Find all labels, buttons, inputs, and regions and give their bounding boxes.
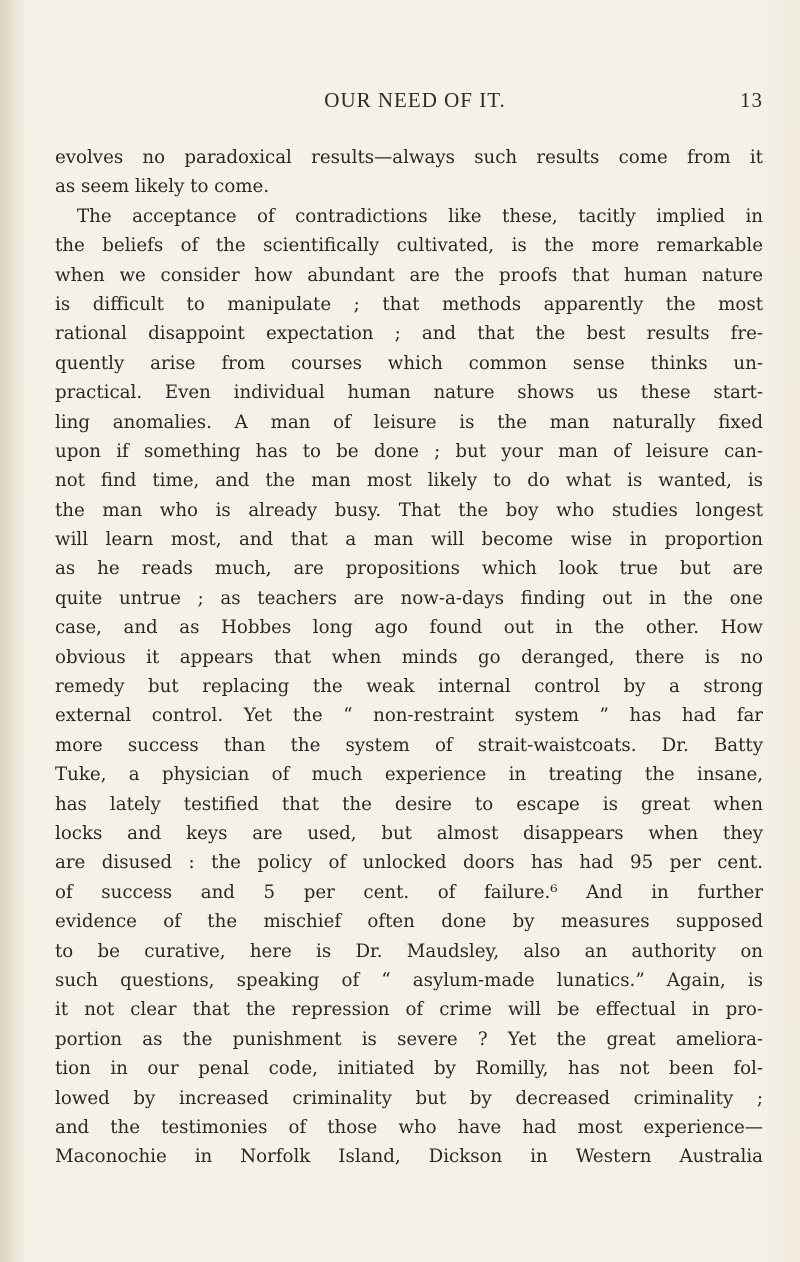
text-line: will learn most, and that a man will become wise in proportion [55, 529, 763, 551]
text-line: when we consider how abundant are the proofs that human nature [55, 264, 763, 286]
text-line: evidence of the mischief often done by measures supposed [55, 911, 763, 933]
text-line: The acceptance of contradictions like these, tacitly implied in [77, 205, 763, 227]
text-line: practical. Even individual human nature shows us these start- [55, 382, 763, 404]
text-body [55, 143, 763, 1172]
text-line: more success than the system of strait-waistcoats. Dr. Batty [55, 734, 763, 756]
text-line: it not clear that the repression of crime will be effectual in pro- [55, 999, 763, 1021]
text-line: quite untrue ; as teachers are now-a-days finding out in the one [55, 587, 763, 609]
text-line: external control. Yet the “ non-restraint system ” has had far [55, 705, 763, 727]
text-line: not find time, and the man most likely to do what is wanted, is [55, 470, 763, 492]
text-line: upon if something has to be done ; but your man of leisure can- [55, 440, 763, 462]
text-line: evolves no paradoxical results—always such results come from it [55, 147, 763, 168]
text-line: Tuke, a physician of much experience in treating the insane, [55, 764, 763, 786]
text-line: lowed by increased criminality but by decreased criminality ; [55, 1087, 763, 1109]
text-line: rational disappoint expectation ; and that the best results fre- [55, 323, 763, 345]
text-line: the beliefs of the scientifically cultivated, is the more remarkable [55, 235, 763, 257]
text-line: as he reads much, are propositions which look true but are [55, 558, 763, 580]
text-line: of success and 5 per cent. of failure.⁶ And in further [55, 881, 763, 903]
text-line: Maconochie in Norfolk Island, Dickson in Western Australia [55, 1146, 763, 1168]
text-line: quently arise from courses which common sense thinks un- [55, 352, 763, 374]
page-number: 13 [740, 88, 763, 112]
text-line: portion as the punishment is severe ? Yet the great ameliora- [55, 1028, 763, 1050]
text-line: to be curative, here is Dr. Maudsley, also an authority on [55, 940, 763, 962]
text-line: is difficult to manipulate ; that methods apparently the most [55, 293, 763, 315]
text-line: tion in our penal code, initiated by Romilly, has not been fol- [55, 1058, 763, 1080]
text-line: are disused : the policy of unlocked doors has had 95 per cent. [55, 852, 763, 874]
text-line: ling anomalies. A man of leisure is the man naturally fixed [55, 411, 763, 433]
running-head [55, 88, 775, 118]
running-title: OUR NEED OF IT. [324, 88, 506, 112]
text-line: as seem likely to come. [55, 176, 270, 198]
text-line: obvious it appears that when minds go deranged, there is no [55, 646, 763, 668]
text-line: the man who is already busy. That the boy who studies longest [55, 499, 763, 521]
text-line: locks and keys are used, but almost disappears when they [55, 822, 763, 844]
text-line: such questions, speaking of “ asylum-made lunatics.” Again, is [55, 969, 763, 991]
text-line: case, and as Hobbes long ago found out in the other. How [55, 617, 763, 639]
text-line: has lately testified that the desire to escape is great when [55, 793, 763, 815]
gutter-shadow [0, 0, 22, 1262]
text-line: remedy but replacing the weak internal control by a strong [55, 676, 763, 698]
text-line: and the testimonies of those who have had most experience— [55, 1116, 763, 1138]
